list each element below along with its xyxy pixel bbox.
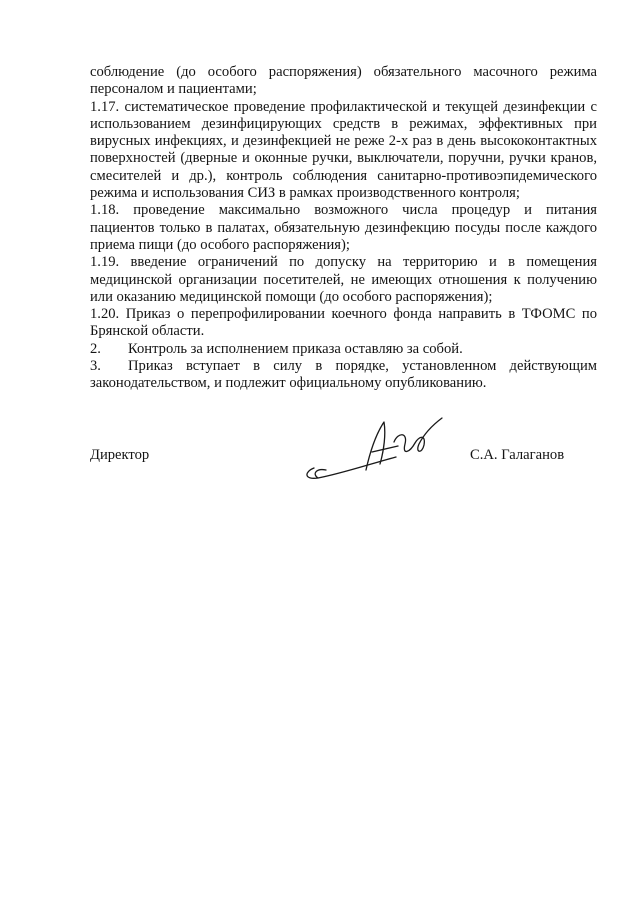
- text-line: медицинской организации посетителей, не имеющих отношения к получению: [90, 271, 597, 288]
- paragraph-continuation: [90, 64, 597, 99]
- text-line: законодательством, и подлежит официальному опубликованию.: [90, 375, 487, 392]
- paragraph-1-20: [90, 306, 597, 341]
- text-line: соблюдение (до особого распоряжения) обязательного масочного режима: [90, 64, 597, 80]
- signature-tail-stroke: [394, 418, 442, 451]
- text-line: 1.20. Приказ о перепрофилировании коечного фонда направить в ТФОМС по: [90, 306, 597, 323]
- signatory-name: С.А. Галаганов: [470, 447, 565, 463]
- item-number: 3.: [90, 358, 101, 375]
- text-line: вирусных инфекциях, и дезинфекцией не реже 2-х раз в день высококонтактных: [90, 133, 597, 150]
- text-line: 1.19. введение ограничений по допуску на территорию и в помещения: [90, 254, 597, 271]
- item-3: [90, 358, 597, 393]
- text-line: 1.17. систематическое проведение профилактической и текущей дезинфекции с: [90, 98, 597, 115]
- signature-underline-stroke: [307, 457, 396, 478]
- text-line: поверхностей (дверные и оконные ручки, выключатели, поручни, ручки кранов,: [90, 150, 597, 167]
- paragraph-1-19: [90, 254, 597, 306]
- handwritten-signature: [300, 410, 445, 490]
- numbered-line: [90, 341, 597, 358]
- text-line: смесителей и др.), контроль соблюдения санитарно-противоэпидемического: [90, 167, 597, 184]
- text-line: 1.18. проведение максимально возможного числа процедур и питания: [90, 202, 597, 219]
- numbered-line: [90, 358, 597, 375]
- text-line: или оказанию медицинской помощи (до особого распоряжения);: [90, 288, 493, 305]
- text-line: Контроль за исполнением приказа оставляю за собой.: [128, 340, 463, 357]
- text-line: пациентов только в палатах, обязательную дезинфекцию посуды после каждого: [90, 219, 597, 236]
- item-number: 2.: [90, 340, 101, 357]
- signatory-title: Директор: [90, 447, 150, 463]
- text-line: Брянской области.: [90, 323, 205, 340]
- text-line: использованием дезинфицирующих средств в режимах, эффективных при: [90, 115, 597, 132]
- paragraph-1-17: [90, 99, 597, 203]
- document-body: [90, 64, 597, 393]
- text-line: персоналом и пациентами;: [90, 81, 257, 98]
- paragraph-1-18: [90, 202, 597, 254]
- text-line: Приказ вступает в силу в порядке, установленном действующим: [128, 358, 597, 375]
- text-line: режима и использования СИЗ в рамках производственного контроля;: [90, 185, 520, 202]
- signature-crossbar-stroke: [372, 446, 398, 452]
- item-2: [90, 341, 597, 358]
- text-line: приема пищи (до особого распоряжения);: [90, 236, 350, 253]
